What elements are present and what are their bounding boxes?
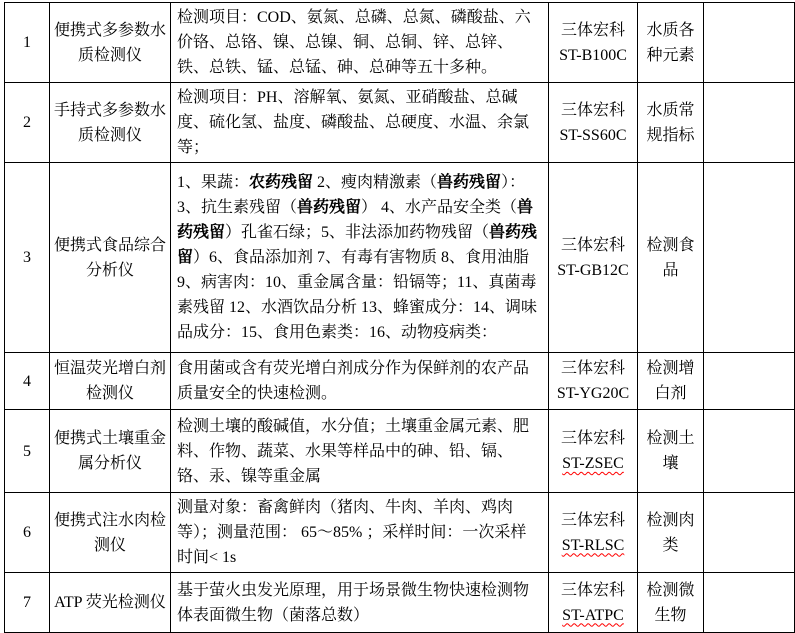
table-row bbox=[5, 410, 795, 493]
product-description-cell bbox=[171, 573, 549, 633]
row-number-cell: 1 bbox=[5, 3, 50, 83]
model-number bbox=[551, 123, 635, 148]
empty-cell bbox=[704, 163, 795, 353]
table-row bbox=[5, 493, 795, 573]
product-name-cell: 便携式食品综合分析仪 bbox=[50, 163, 171, 353]
row-number-cell: 3 bbox=[5, 163, 50, 353]
table-row bbox=[5, 163, 795, 353]
empty-cell bbox=[704, 493, 795, 573]
brand-model-cell bbox=[549, 410, 638, 493]
brand-name: 三体宏科 bbox=[560, 236, 625, 254]
product-name-cell: 便携式注水肉检测仪 bbox=[50, 493, 171, 573]
product-table-body bbox=[5, 3, 795, 633]
table-row bbox=[5, 573, 795, 633]
description-text: 食用菌或含有荧光增白剂成分作为保鲜剂的农产品质量安全的快速检测。 bbox=[177, 360, 530, 402]
product-name-cell: ATP 荧光检测仪 bbox=[50, 573, 171, 633]
description-bold-text: 兽药残留 bbox=[437, 174, 502, 191]
row-number-cell: 6 bbox=[5, 493, 50, 573]
description-text: ）：3、抗生素残留（ bbox=[177, 174, 526, 216]
model-number bbox=[551, 603, 635, 628]
brand-model-cell bbox=[549, 3, 638, 83]
table-row bbox=[5, 3, 795, 83]
description-bold-text: 农药残留 bbox=[249, 174, 314, 191]
brand-name: 三体宏科 bbox=[560, 21, 625, 39]
empty-cell bbox=[704, 353, 795, 410]
row-number-cell: 7 bbox=[5, 573, 50, 633]
product-description-cell bbox=[171, 83, 549, 163]
model-number-text: ST-B100C bbox=[559, 46, 627, 64]
model-number-text: ST-YG20C bbox=[556, 385, 630, 402]
model-number bbox=[551, 533, 635, 558]
description-text: 检测土壤的酸碱值，水分值；土壤重金属元素、肥料、作物、蔬菜、水果等样品中的砷、铅、镉、铬、汞、镍等重金属 bbox=[177, 417, 530, 485]
category-cell: 水质常规指标 bbox=[638, 83, 704, 163]
description-text: 测量对象：畜禽鲜肉（猪肉、牛肉、羊肉、鸡肉等）；测量范围： 65～85% ；采样时间：一次采样时间< 1s bbox=[177, 499, 527, 566]
description-text: 检测项目：PH、溶解氧、氨氮、亚硝酸盐、总碱度、硫化氢、盐度、磷酸盐、总硬度、水温、余氯等； bbox=[177, 89, 530, 156]
brand-name: 三体宏科 bbox=[560, 360, 625, 377]
empty-cell bbox=[704, 410, 795, 493]
brand-name: 三体宏科 bbox=[560, 430, 625, 447]
category-cell: 检测增白剂 bbox=[638, 353, 704, 410]
category-cell: 检测土壤 bbox=[638, 410, 704, 493]
brand-name: 三体宏科 bbox=[560, 581, 625, 599]
brand-model-cell bbox=[549, 163, 638, 353]
category-cell: 检测食品 bbox=[638, 163, 704, 353]
product-table bbox=[4, 2, 795, 633]
product-description-cell bbox=[171, 163, 549, 353]
product-name-cell: 手持式多参数水质检测仪 bbox=[50, 83, 171, 163]
product-name-cell: 便携式土壤重金属分析仪 bbox=[50, 410, 171, 493]
document-page bbox=[0, 2, 768, 624]
empty-cell bbox=[704, 83, 795, 163]
row-number-cell: 5 bbox=[5, 410, 50, 493]
model-number bbox=[551, 451, 635, 476]
model-number-text: ST-GB12C bbox=[557, 261, 629, 279]
product-description-cell bbox=[171, 353, 549, 410]
description-text: 基于萤火虫发光原理，用于场景微生物快速检测物体表面微生物（菌落总数） bbox=[177, 581, 530, 624]
brand-model-cell bbox=[549, 353, 638, 410]
description-bold-text: 兽药残留 bbox=[177, 224, 538, 266]
brand-name: 三体宏科 bbox=[560, 511, 625, 529]
row-number-cell: 2 bbox=[5, 83, 50, 163]
category-cell: 水质各种元素 bbox=[638, 3, 704, 83]
product-name-cell: 恒温荧光增白剂检测仪 bbox=[50, 353, 171, 410]
model-number bbox=[551, 381, 635, 406]
empty-cell bbox=[704, 573, 795, 633]
description-text: 检测项目：COD、氨氮、总磷、总氮、磷酸盐、六价铬、总铬、镍、总镍、铜、总铜、锌、总锌、铁、总铁、锰、总锰、砷、总砷等五十多种。 bbox=[177, 9, 531, 76]
row-number-cell: 4 bbox=[5, 353, 50, 410]
description-text: ）孔雀石绿；5、非法添加药物残留（ bbox=[225, 224, 490, 241]
description-text: ）6、食品添加剂 7、有毒有害物质 8、食用油脂 9、病害肉：10、重金属含量：铅镉等；11、真菌毒素残留 12、水酒饮品分析 13、蜂蜜成分：14、调味品成分：15、食用色素类：16、动物疫病类： bbox=[177, 249, 538, 341]
description-text: 1、果蔬： bbox=[177, 174, 250, 191]
product-name-cell: 便携式多参数水质检测仪 bbox=[50, 3, 171, 83]
model-number-text-spellcheck-squiggle: ST-RLSC bbox=[561, 536, 625, 554]
table-row bbox=[5, 353, 795, 410]
product-description-cell bbox=[171, 493, 549, 573]
model-number-text-spellcheck-squiggle: ST-ZSEC bbox=[562, 455, 624, 472]
model-number-text-spellcheck-squiggle: ST-ATPC bbox=[562, 606, 624, 624]
brand-model-cell bbox=[549, 573, 638, 633]
category-cell: 检测肉类 bbox=[638, 493, 704, 573]
model-number-text: ST-SS60C bbox=[559, 126, 627, 144]
brand-name: 三体宏科 bbox=[560, 101, 625, 119]
description-text: ） 4、水产品安全类（ bbox=[361, 199, 518, 216]
description-bold-text: 兽药残留 bbox=[177, 199, 534, 241]
description-bold-text: 兽药残留 bbox=[297, 199, 362, 216]
model-number bbox=[551, 43, 635, 68]
brand-model-cell bbox=[549, 493, 638, 573]
product-description-cell bbox=[171, 410, 549, 493]
table-row bbox=[5, 83, 795, 163]
brand-model-cell bbox=[549, 83, 638, 163]
description-text: 2、瘦肉精激素（ bbox=[313, 174, 438, 191]
empty-cell bbox=[704, 3, 795, 83]
category-cell: 检测微生物 bbox=[638, 573, 704, 633]
product-description-cell bbox=[171, 3, 549, 83]
model-number bbox=[551, 258, 635, 283]
